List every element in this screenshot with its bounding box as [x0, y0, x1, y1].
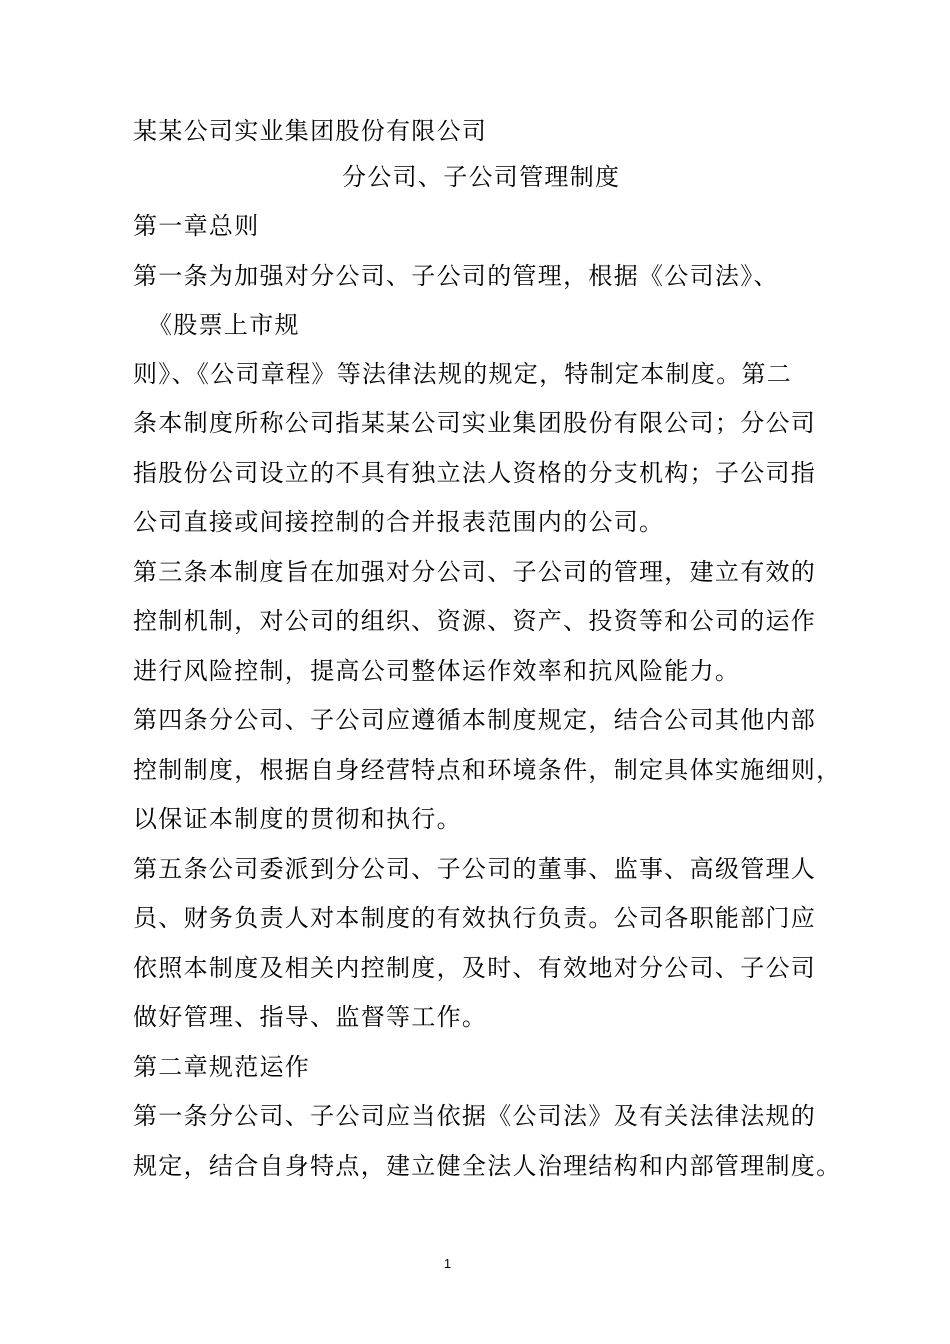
body-line: 第三条本制度旨在加强对分公司、子公司的管理，建立有效的 — [133, 558, 817, 586]
body-line: 以保证本制度的贯彻和执行。 — [133, 805, 462, 833]
body-line: 规定，结合自身特点，建立健全法人治理结构和内部管理制度。 — [133, 1152, 842, 1180]
body-line: 控制制度，根据自身经营特点和环境条件，制定具体实施细则， — [133, 756, 842, 784]
body-line: 公司直接或间接控制的合并报表范围内的公司。 — [133, 508, 665, 536]
body-line: 依照本制度及相关内控制度，及时、有效地对分公司、子公司 — [133, 954, 817, 982]
body-line: 指股份公司设立的不具有独立法人资格的分支机构；子公司指 — [133, 459, 817, 487]
body-line: 控制机制，对公司的组织、资源、资产、投资等和公司的运作 — [133, 607, 817, 635]
chapter-heading: 第二章规范运作 — [133, 1053, 311, 1081]
page-number: 1 — [443, 1256, 452, 1271]
chapter-heading: 第一章总则 — [133, 212, 260, 240]
body-line: 做好管理、指导、监督等工作。 — [133, 1003, 488, 1031]
body-line: 《股票上市规 — [148, 311, 300, 339]
body-line: 第五条公司委派到分公司、子公司的董事、监事、高级管理人 — [133, 855, 817, 883]
body-line: 第四条分公司、子公司应遵循本制度规定，结合公司其他内部 — [133, 706, 817, 734]
body-line: 进行风险控制，提高公司整体运作效率和抗风险能力。 — [133, 657, 741, 685]
body-line: 第一条为加强对分公司、子公司的管理，根据《公司法》、 — [133, 262, 779, 290]
company-name: 某某公司实业集团股份有限公司 — [133, 117, 488, 145]
body-line: 则》、《公司章程》等法律法规的规定，特制定本制度。第二 — [133, 360, 793, 388]
body-line: 条本制度所称公司指某某公司实业集团股份有限公司；分公司 — [133, 409, 817, 437]
body-line: 第一条分公司、子公司应当依据《公司法》及有关法律法规的 — [133, 1102, 817, 1130]
document-title: 分公司、子公司管理制度 — [342, 163, 621, 191]
body-line: 员、财务负责人对本制度的有效执行负责。公司各职能部门应 — [133, 904, 817, 932]
